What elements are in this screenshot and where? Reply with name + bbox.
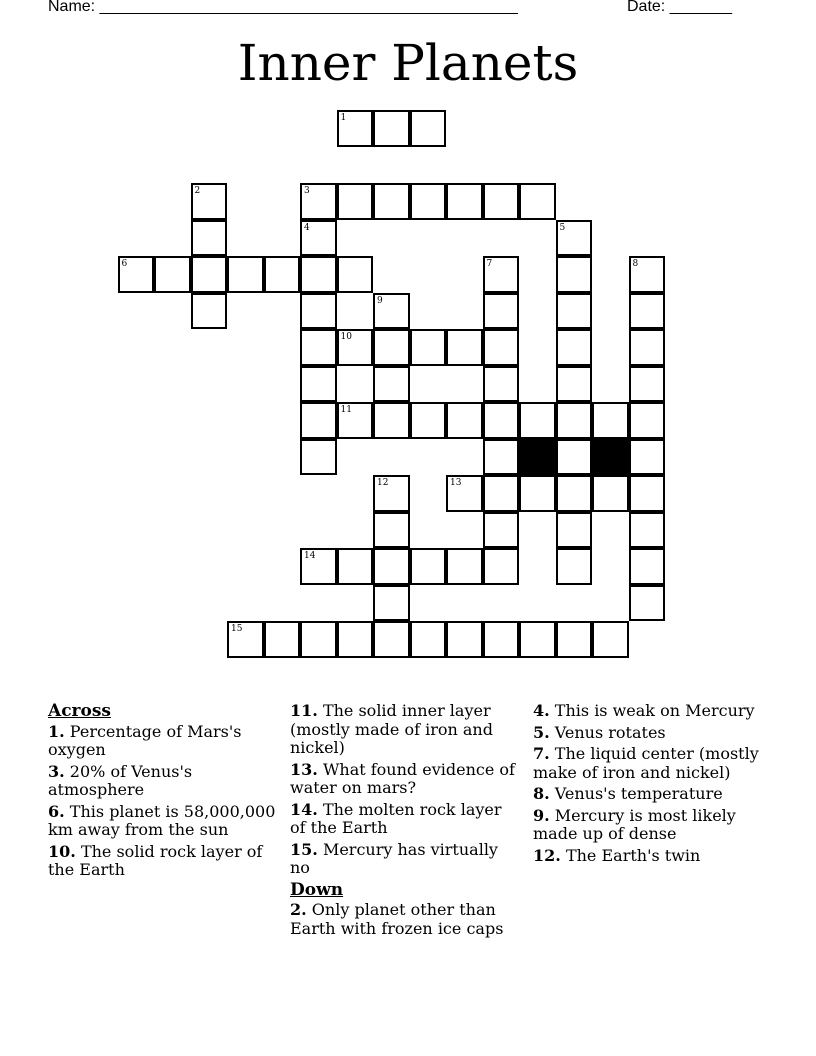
clue-down-5 — [533, 724, 765, 743]
clue-text: What found evidence of water on mars? — [290, 759, 515, 797]
crossword-cell[interactable] — [373, 475, 410, 512]
clue-number: 14. — [290, 799, 318, 819]
clue-down-12 — [533, 847, 765, 866]
clue-number: 7. — [533, 744, 550, 763]
crossword-cell[interactable] — [556, 402, 593, 439]
clue-text: 20% of Venus's atmosphere — [48, 761, 193, 799]
crossword-cell[interactable] — [592, 475, 629, 512]
crossword-cell[interactable] — [227, 621, 264, 658]
clue-number: 10. — [48, 841, 76, 861]
crossword-cell[interactable] — [373, 329, 410, 366]
clue-down-7 — [533, 745, 765, 782]
clue-text: Venus rotates — [554, 722, 666, 742]
crossword-cell[interactable] — [629, 329, 666, 366]
clue-text: The molten rock layer of the Earth — [290, 799, 502, 837]
crossword-cell[interactable] — [483, 256, 520, 293]
cell-number: 11 — [340, 405, 352, 415]
clue-down-9 — [533, 807, 765, 844]
crossword-cell[interactable] — [118, 256, 155, 293]
crossword-cell[interactable] — [300, 439, 337, 476]
cell-number: 7 — [486, 259, 493, 269]
clue-text: The solid inner layer (mostly made of iron and nickel) — [290, 701, 493, 757]
crossword-cell[interactable] — [300, 293, 337, 330]
crossword-cell[interactable] — [300, 366, 337, 403]
crossword-cell[interactable] — [629, 366, 666, 403]
crossword-cell[interactable] — [410, 183, 447, 220]
clue-across-14 — [290, 801, 522, 838]
cell-number: 2 — [194, 186, 201, 196]
clue-down-8 — [533, 785, 765, 804]
crossword-cell[interactable] — [300, 402, 337, 439]
crossword-cell[interactable] — [373, 293, 410, 330]
cell-number: 3 — [304, 186, 310, 196]
crossword-cell[interactable] — [483, 366, 520, 403]
clue-column-3 — [533, 702, 765, 868]
crossword-cell[interactable] — [300, 220, 337, 257]
crossword-cell[interactable] — [373, 512, 410, 549]
crossword-cell[interactable] — [446, 621, 483, 658]
crossword-cell[interactable] — [410, 548, 447, 585]
crossword-cell[interactable] — [556, 256, 593, 293]
cell-number: 6 — [121, 259, 128, 269]
crossword-cell[interactable] — [556, 548, 593, 585]
crossword-cell[interactable] — [556, 475, 593, 512]
clue-across-10 — [48, 843, 280, 880]
clue-text: Only planet other than Earth with frozen ice caps — [290, 900, 504, 938]
clue-down-2 — [290, 901, 522, 938]
crossword-cell[interactable] — [446, 475, 483, 512]
clue-across-3 — [48, 763, 280, 800]
crossword-cell[interactable] — [592, 621, 629, 658]
crossword-cell[interactable] — [629, 512, 666, 549]
crossword-cell[interactable] — [191, 293, 228, 330]
cell-number: 9 — [377, 295, 383, 306]
crossword-cell[interactable] — [373, 585, 410, 622]
clue-column-1 — [48, 702, 280, 883]
clue-number: 4. — [533, 701, 550, 720]
crossword-cell[interactable] — [191, 220, 228, 257]
clue-number: 8. — [533, 784, 550, 803]
clue-text: Venus's temperature — [554, 784, 723, 803]
crossword-cell[interactable] — [483, 548, 520, 585]
cell-number: 13 — [450, 478, 462, 488]
crossword-cell[interactable] — [337, 183, 374, 220]
crossword-cell[interactable] — [337, 548, 374, 585]
crossword-cell[interactable] — [191, 183, 228, 220]
crossword-cell[interactable] — [410, 402, 447, 439]
crossword-cell[interactable] — [154, 256, 191, 293]
crossword-cell[interactable] — [519, 621, 556, 658]
crossword-cell[interactable] — [300, 183, 337, 220]
crossword-cell[interactable] — [373, 621, 410, 658]
cell-number: 1 — [340, 113, 347, 123]
crossword-cell[interactable] — [337, 256, 374, 293]
crossword-cell[interactable] — [337, 329, 374, 366]
cell-number: 4 — [304, 222, 310, 233]
crossword-cell[interactable] — [556, 439, 593, 476]
clue-number: 11. — [290, 701, 318, 720]
clue-text: Mercury has virtually no — [290, 839, 498, 877]
crossword-cell[interactable] — [410, 110, 447, 147]
clue-text: This planet is 58,000,000 km away from the sun — [48, 801, 276, 839]
cell-number: 14 — [304, 551, 316, 561]
crossword-block-cell — [519, 439, 556, 476]
crossword-cell[interactable] — [483, 621, 520, 658]
crossword-cell[interactable] — [592, 402, 629, 439]
crossword-cell[interactable] — [410, 621, 447, 658]
clue-number: 9. — [533, 805, 550, 825]
crossword-cell[interactable] — [337, 110, 374, 147]
crossword-cell[interactable] — [446, 329, 483, 366]
clue-number: 6. — [48, 801, 65, 821]
cell-number: 15 — [231, 624, 243, 634]
clue-across-6 — [48, 803, 280, 840]
clue-number: 13. — [290, 759, 318, 779]
crossword-cell[interactable] — [446, 183, 483, 220]
clue-text: The solid rock layer of the Earth — [48, 841, 263, 879]
crossword-cell[interactable] — [227, 256, 264, 293]
clue-text: The Earth's twin — [565, 845, 701, 865]
crossword-cell[interactable] — [373, 548, 410, 585]
crossword-block-cell — [592, 439, 629, 476]
clue-down-4 — [533, 702, 765, 721]
crossword-cell[interactable] — [483, 475, 520, 512]
crossword-cell[interactable] — [410, 329, 447, 366]
crossword-cell[interactable] — [556, 621, 593, 658]
crossword-cell[interactable] — [629, 402, 666, 439]
clue-across-13 — [290, 761, 522, 798]
crossword-cell[interactable] — [629, 548, 666, 585]
crossword-cell[interactable] — [629, 475, 666, 512]
crossword-cell[interactable] — [629, 256, 666, 293]
crossword-cell[interactable] — [300, 256, 337, 293]
crossword-cell[interactable] — [191, 256, 228, 293]
crossword-cell[interactable] — [519, 402, 556, 439]
crossword-cell[interactable] — [373, 402, 410, 439]
clue-number: 15. — [290, 839, 318, 859]
crossword-cell[interactable] — [300, 548, 337, 585]
clue-number: 5. — [533, 722, 550, 742]
crossword-cell[interactable] — [483, 439, 520, 476]
crossword-cell[interactable] — [373, 110, 410, 147]
crossword-cell[interactable] — [483, 329, 520, 366]
crossword-cell[interactable] — [556, 293, 593, 330]
crossword-cell[interactable] — [300, 621, 337, 658]
across-heading: Across — [48, 701, 111, 721]
clue-column-2 — [290, 702, 522, 941]
crossword-cell[interactable] — [483, 293, 520, 330]
crossword-cell[interactable] — [556, 220, 593, 257]
clue-text: The liquid center (mostly make of iron and nickel) — [533, 744, 759, 782]
clue-number: 1. — [48, 721, 65, 741]
date-field-label: Date: _______ — [627, 0, 732, 15]
crossword-cell[interactable] — [556, 512, 593, 549]
cell-number: 12 — [377, 478, 389, 488]
crossword-cell[interactable] — [556, 329, 593, 366]
clue-text: Percentage of Mars's oxygen — [48, 721, 242, 759]
name-field-label: Name: _______________________________________________ — [48, 0, 518, 15]
crossword-cell[interactable] — [483, 402, 520, 439]
crossword-cell[interactable] — [629, 585, 666, 622]
crossword-cell[interactable] — [264, 256, 301, 293]
crossword-cell[interactable] — [337, 621, 374, 658]
cell-number: 8 — [632, 259, 639, 269]
crossword-cell[interactable] — [629, 439, 666, 476]
crossword-cell[interactable] — [483, 512, 520, 549]
crossword-cell[interactable] — [300, 329, 337, 366]
crossword-cell[interactable] — [337, 402, 374, 439]
crossword-cell[interactable] — [519, 475, 556, 512]
crossword-cell[interactable] — [446, 402, 483, 439]
crossword-cell[interactable] — [373, 183, 410, 220]
cell-number: 5 — [559, 222, 566, 233]
crossword-cell[interactable] — [483, 183, 520, 220]
clue-number: 3. — [48, 761, 65, 781]
down-heading: Down — [290, 879, 344, 900]
crossword-cell[interactable] — [556, 366, 593, 403]
clue-number: 2. — [290, 900, 307, 919]
crossword-cell[interactable] — [446, 548, 483, 585]
clue-across-11 — [290, 702, 522, 758]
crossword-cell[interactable] — [629, 293, 666, 330]
clue-text: This is weak on Mercury — [554, 701, 755, 720]
clue-across-15 — [290, 841, 522, 878]
crossword-cell[interactable] — [519, 183, 556, 220]
clue-number: 12. — [533, 845, 561, 865]
cell-number: 10 — [340, 332, 352, 342]
clue-across-1 — [48, 723, 280, 760]
crossword-cell[interactable] — [264, 621, 301, 658]
page-title: Inner Planets — [237, 34, 579, 92]
crossword-cell[interactable] — [373, 366, 410, 403]
clue-text: Mercury is most likely made up of dense — [533, 805, 736, 843]
